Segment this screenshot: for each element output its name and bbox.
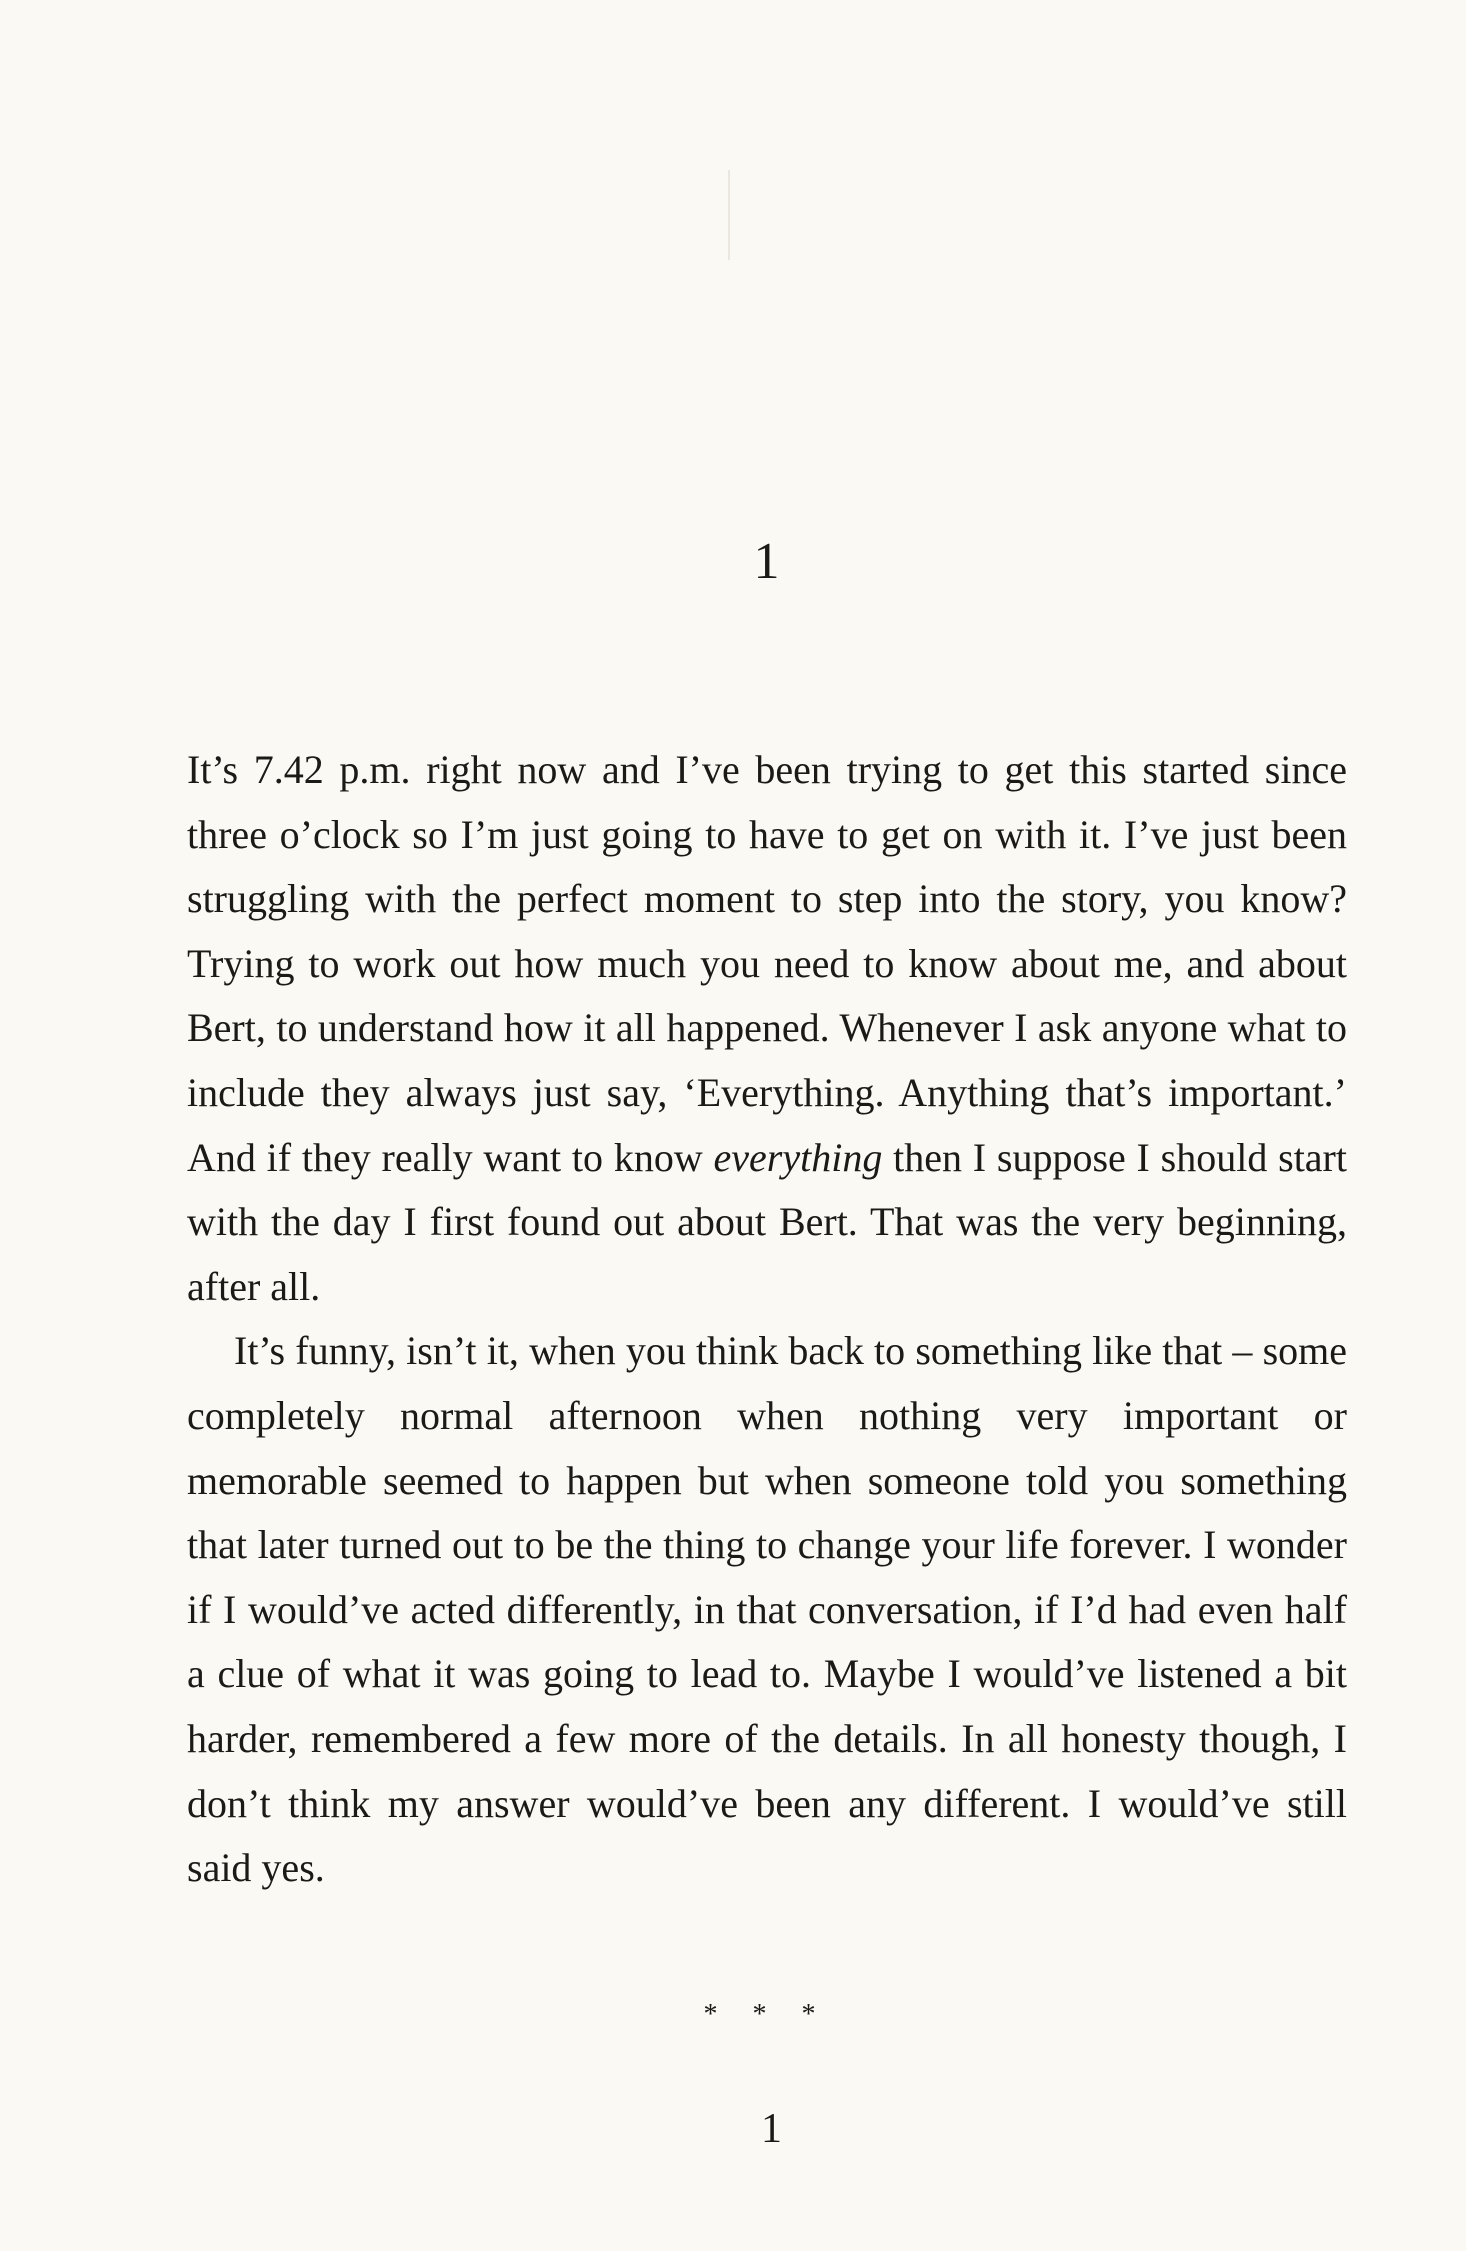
page-number: 1 — [761, 2106, 782, 2152]
scene-break: * * * — [703, 1999, 830, 2030]
emphasized-word: everything — [713, 1134, 883, 1180]
paragraph-1-end: then I suppose I should start with the day I first found out about Bert. That was the very beginning, after all. — [187, 1134, 1347, 1309]
paragraph-1 — [187, 738, 1347, 1319]
paper-fold-mark — [728, 170, 730, 260]
chapter-body — [187, 738, 1347, 1901]
paragraph-2: It’s funny, isn’t it, when you think back to something like that – some completely normal afternoon when nothing very important or memorable seemed to happen but when someone told you something that later turned out to be the thing to change your life forever. I wonder if I would’ve acted differently, in that conversation, if I’d had even half a clue of what it was going to lead to. Maybe I would’ve listened a bit harder, remembered a few more of the details. In all honesty though, I don’t think my answer would’ve been any different. I would’ve still said yes. — [187, 1328, 1347, 1891]
paragraph-1-start: It’s 7.42 p.m. right now and I’ve been trying to get this started since three o’clock so I’m just going to have to get on with it. I’ve just been struggling with the perfect moment to step into the story, you know? Trying to work out how much you need to know about me, and about Bert, to understand how it all happened. Whenever I ask anyone what to include they always just say, ‘Everything. Anything that’s important.’ And if they really want to know — [187, 747, 1347, 1180]
chapter-number: 1 — [753, 533, 780, 590]
